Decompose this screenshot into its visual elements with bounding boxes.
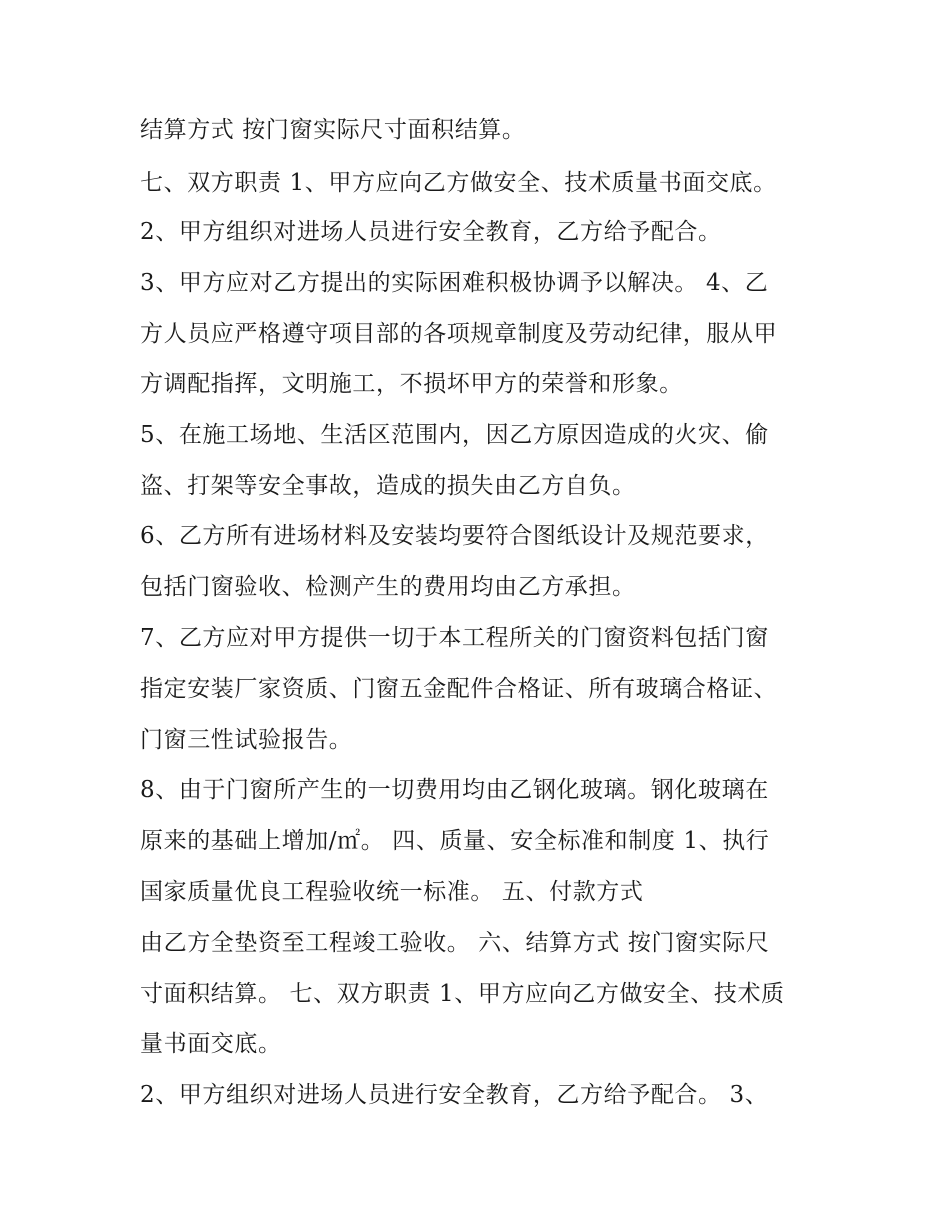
text-line: 6、乙方所有进场材料及安装均要符合图纸设计及规范要求， [140, 523, 769, 549]
text-line: 寸面积结算。 七、双方职责 1、甲方应向乙方做安全、技术质 [140, 981, 785, 1007]
text-line: 包括门窗验收、检测产生的费用均由乙方承担。 [140, 574, 636, 600]
text-line: 7、乙方应对甲方提供一切于本工程所关的门窗资料包括门窗 [140, 625, 769, 651]
text-line: 七、双方职责 1、甲方应向乙方做安全、技术质量书面交底。 [140, 170, 777, 196]
text-line: 2、甲方组织对进场人员进行安全教育，乙方给予配合。 3、 [140, 1082, 769, 1108]
text-line: 方人员应严格遵守项目部的各项规章制度及劳动纪律，服从甲 [140, 321, 778, 347]
text-line: 门窗三性试验报告。 [140, 727, 353, 753]
text-line: 由乙方全垫资至工程竣工验收。 六、结算方式 按门窗实际尺 [140, 930, 770, 956]
text-line: 量书面交底。 [140, 1031, 282, 1057]
text-line: 结算方式 按门窗实际尺寸面积结算。 [140, 117, 526, 143]
text-line: 8、由于门窗所产生的一切费用均由乙钢化玻璃。钢化玻璃在 [140, 777, 769, 803]
text-line: 原来的基础上增加/㎡。 四、质量、安全标准和制度 1、执行 [140, 828, 770, 854]
text-line: 3、甲方应对乙方提出的实际困难积极协调予以解决。 4、乙 [140, 270, 769, 296]
text-line: 指定安装厂家资质、门窗五金配件合格证、所有玻璃合格证、 [140, 676, 778, 702]
text-line: 2、甲方组织对进场人员进行安全教育，乙方给予配合。 [140, 219, 722, 245]
text-line: 盗、打架等安全事故，造成的损失由乙方自负。 [140, 473, 636, 499]
text-line: 方调配指挥，文明施工，不损坏甲方的荣誉和形象。 [140, 371, 683, 397]
text-line: 5、在施工场地、生活区范围内，因乙方原因造成的火灾、偷 [140, 422, 769, 448]
text-line: 国家质量优良工程验收统一标准。 五、付款方式 [140, 879, 644, 905]
